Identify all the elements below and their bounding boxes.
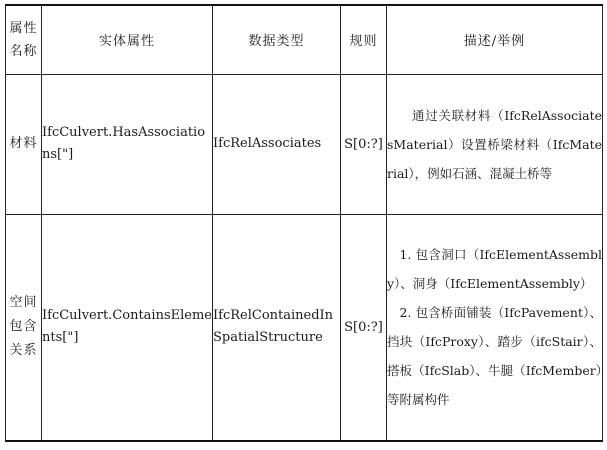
header-rule: 规则 [341,5,387,74]
row-data-type: IfcRelAssociates [213,74,341,214]
header-data-type: 数据类型 [213,5,341,74]
header-attribute: 实体属性 [42,5,213,74]
row-attribute: IfcCulvert.ContainsElements["] [42,214,213,441]
table-row [6,214,603,441]
header-description: 描述/举例 [387,5,603,74]
row-description [387,214,603,441]
row-rule: S[0:?] [341,74,387,214]
row-name: 空间包含关系 [6,214,42,441]
table-row [6,74,603,214]
description-item: 1. 包含洞口（IfcElementAssembly）、洞身（IfcElementAssembly） [387,247,602,292]
row-data-type: IfcRelContainedInSpatialStructure [213,214,341,441]
spec-table [5,4,603,442]
description-item: 2. 包含桥面铺装（IfcPavement）、挡块（IfcProxy）、踏步（ifcStair）、搭板（IfcSlab）、牛腿（IfcMember）等附属构件 [387,305,602,408]
description-paragraph: 通过关联材料（IfcRelAssociatesMaterial）设置桥梁材料（IfcMaterial），例如石涵、混凝土桥等 [387,107,602,181]
row-attribute: IfcCulvert.HasAssociations["] [42,74,213,214]
header-row [6,5,603,74]
row-description [387,74,603,214]
row-name: 材料 [6,74,42,214]
header-name: 属性名称 [6,5,42,74]
row-rule: S[0:?] [341,214,387,441]
